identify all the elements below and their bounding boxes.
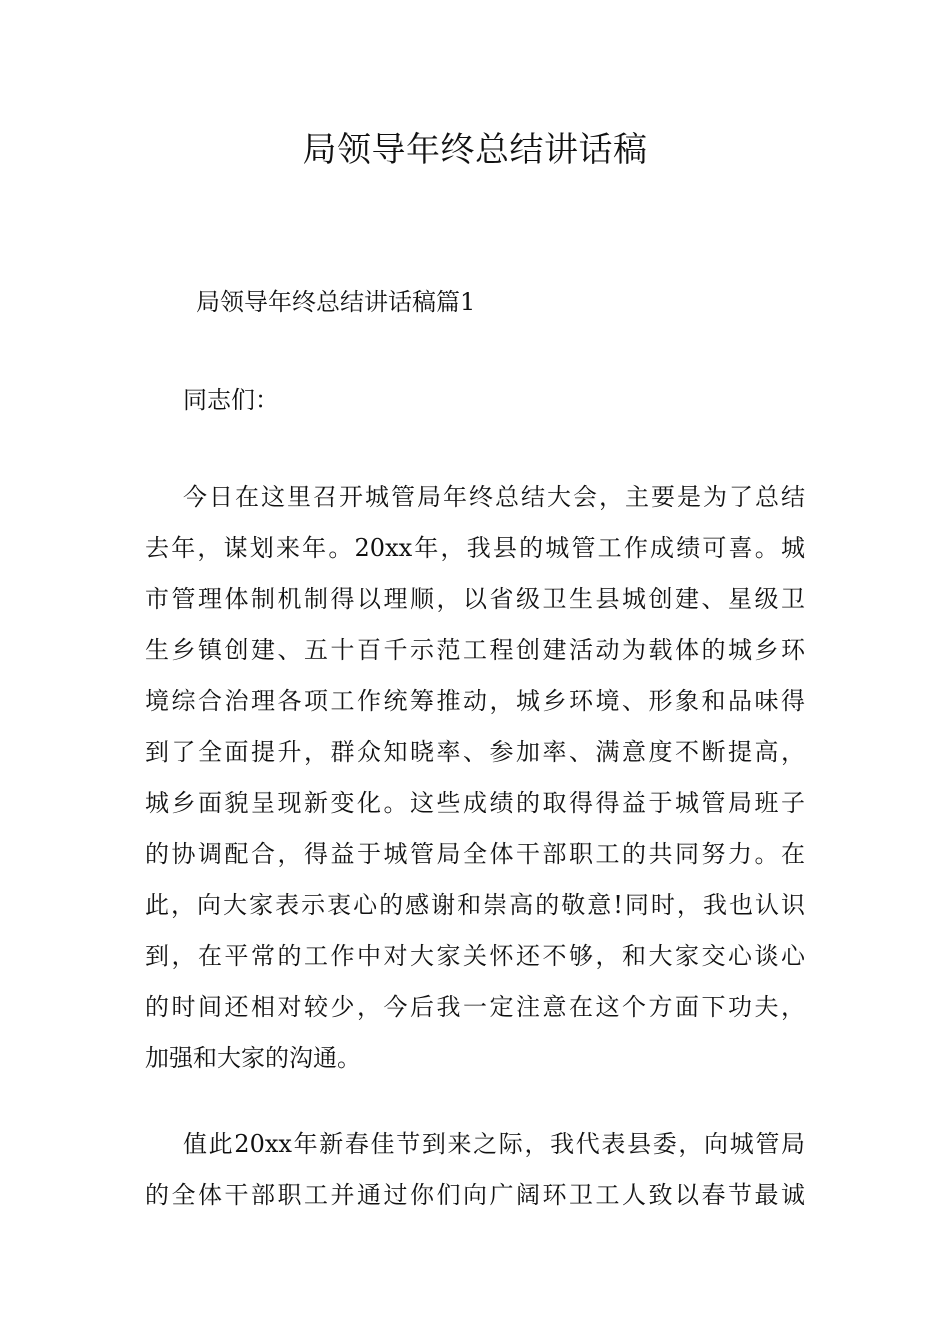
paragraph-line: 此，向大家表示衷心的感谢和崇高的敬意!同时，我也认识 xyxy=(145,891,805,919)
paragraph-line: 到，在平常的工作中对大家关怀还不够，和大家交心谈心 xyxy=(145,942,805,970)
paragraph-line: 到了全面提升，群众知晓率、参加率、满意度不断提高， xyxy=(145,738,805,766)
paragraph-line: 的时间还相对较少，今后我一定注意在这个方面下功夫， xyxy=(145,993,805,1021)
paragraph-line: 市管理体制机制得以理顺，以省级卫生县城创建、星级卫 xyxy=(145,585,805,613)
paragraph-line: 生乡镇创建、五十百千示范工程创建活动为载体的城乡环 xyxy=(145,636,805,664)
paragraph-line: 加强和大家的沟通。 xyxy=(145,1044,361,1072)
paragraph-line: 境综合治理各项工作统筹推动，城乡环境、形象和品味得 xyxy=(145,687,805,715)
paragraph-line: 今日在这里召开城管局年终总结大会，主要是为了总结 xyxy=(183,483,805,511)
paragraph-line: 城乡面貌呈现新变化。这些成绩的取得得益于城管局班子 xyxy=(145,789,805,817)
paragraph-line: 的协调配合，得益于城管局全体干部职工的共同努力。在 xyxy=(145,840,805,868)
salutation: 同志们： xyxy=(183,386,279,414)
paragraph-line: 去年，谋划来年。20xx年，我县的城管工作成绩可喜。城 xyxy=(145,534,805,562)
body-paragraph xyxy=(145,472,805,1084)
paragraph-line: 的全体干部职工并通过你们向广阔环卫工人致以春节最诚 xyxy=(145,1181,805,1209)
document-subtitle: 局领导年终总结讲话稿篇1 xyxy=(196,288,476,316)
body-paragraph xyxy=(145,1119,805,1221)
paragraph-line: 值此20xx年新春佳节到来之际，我代表县委，向城管局 xyxy=(183,1130,805,1158)
document-title: 局领导年终总结讲话稿 xyxy=(302,130,648,170)
